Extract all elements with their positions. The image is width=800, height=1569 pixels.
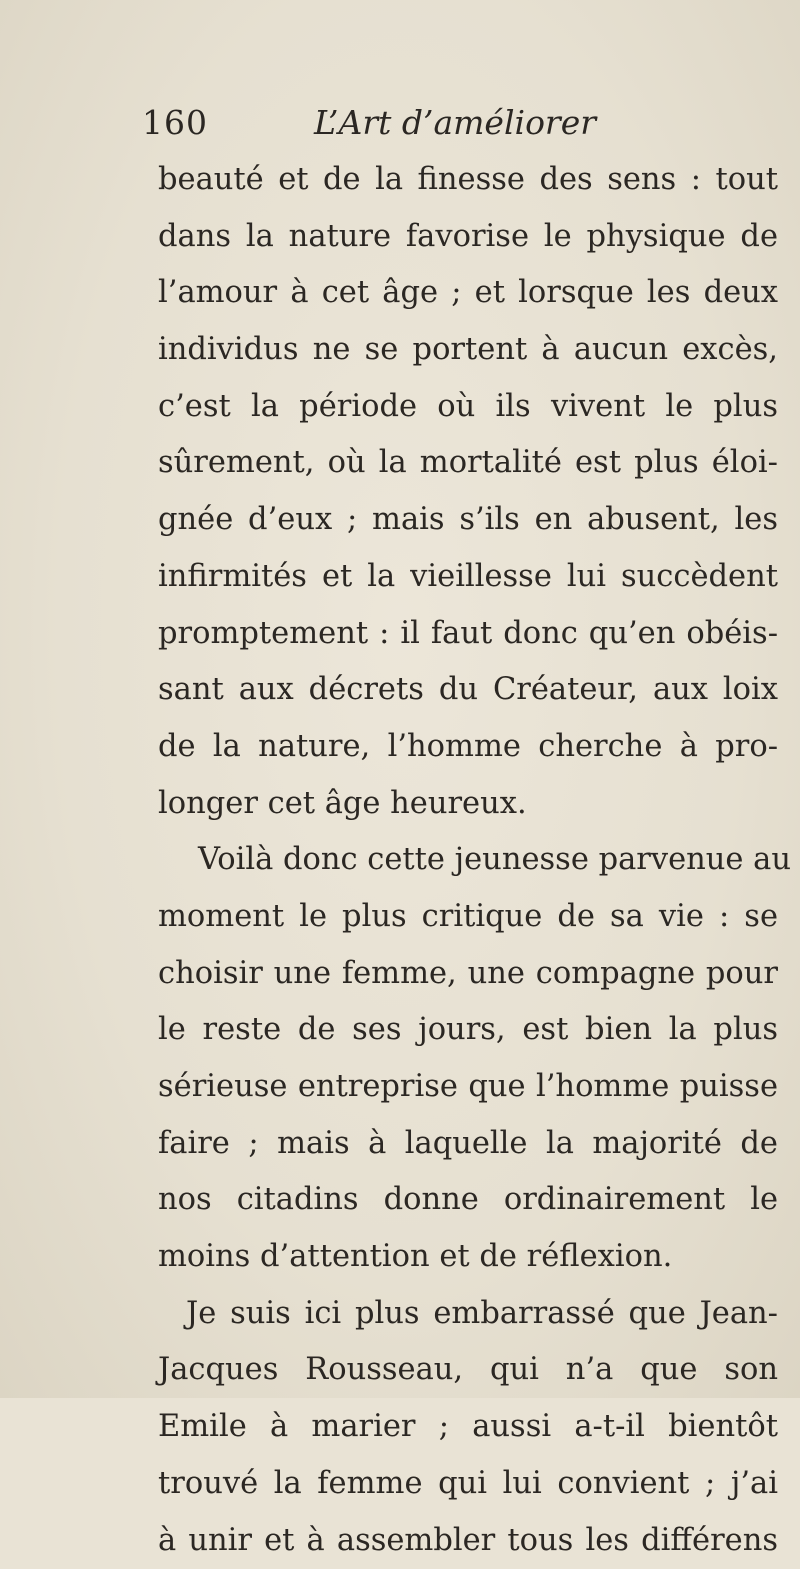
text-line: sûrement, où la mortalité est plus éloi-: [158, 435, 778, 492]
text-line: moment le plus critique de sa vie : se: [158, 889, 778, 946]
text-line: Je suis ici plus embarrassé que Jean-: [158, 1286, 778, 1343]
text-line: dans la nature favorise le physique de: [158, 209, 778, 266]
text-line: nos citadins donne ordinairement le: [158, 1172, 778, 1229]
text-line: faire ; mais à laquelle la majorité de: [158, 1116, 778, 1173]
text-line: gnée d’eux ; mais s’ils en abusent, les: [158, 492, 778, 549]
text-line: sérieuse entreprise que l’homme puisse: [158, 1059, 778, 1116]
text-line: c’est la période où ils vivent le plus: [158, 379, 778, 436]
text-line: beauté et de la finesse des sens : tout: [158, 152, 778, 209]
running-title: L’Art d’améliorer: [314, 98, 596, 148]
page-number: 160: [142, 98, 208, 148]
text-line: l’amour à cet âge ; et lorsque les deux: [158, 265, 778, 322]
text-line: individus ne se portent à aucun excès,: [158, 322, 778, 379]
text-line: Voilà donc cette jeunesse parvenue au: [158, 832, 778, 889]
text-line: promptement : il faut donc qu’en obéis-: [158, 606, 778, 663]
text-line: moins d’attention et de réflexion.: [158, 1229, 778, 1286]
text-line: trouvé la femme qui lui convient ; j’ai: [158, 1456, 778, 1513]
text-line: de la nature, l’homme cherche à pro-: [158, 719, 778, 776]
text-line: infirmités et la vieillesse lui succèdent: [158, 549, 778, 606]
text-line: le reste de ses jours, est bien la plus: [158, 1002, 778, 1059]
text-line: longer cet âge heureux.: [158, 776, 778, 833]
text-line: sant aux décrets du Créateur, aux loix: [158, 662, 778, 719]
text-line: Jacques Rousseau, qui n’a que son: [158, 1342, 778, 1399]
text-line: choisir une femme, une compagne pour: [158, 946, 778, 1003]
text-line: à unir et à assembler tous les différens: [158, 1513, 778, 1569]
text-line: Emile à marier ; aussi a-t-il bientôt: [158, 1399, 778, 1456]
running-head: [142, 98, 702, 148]
body-text: [158, 152, 778, 1569]
